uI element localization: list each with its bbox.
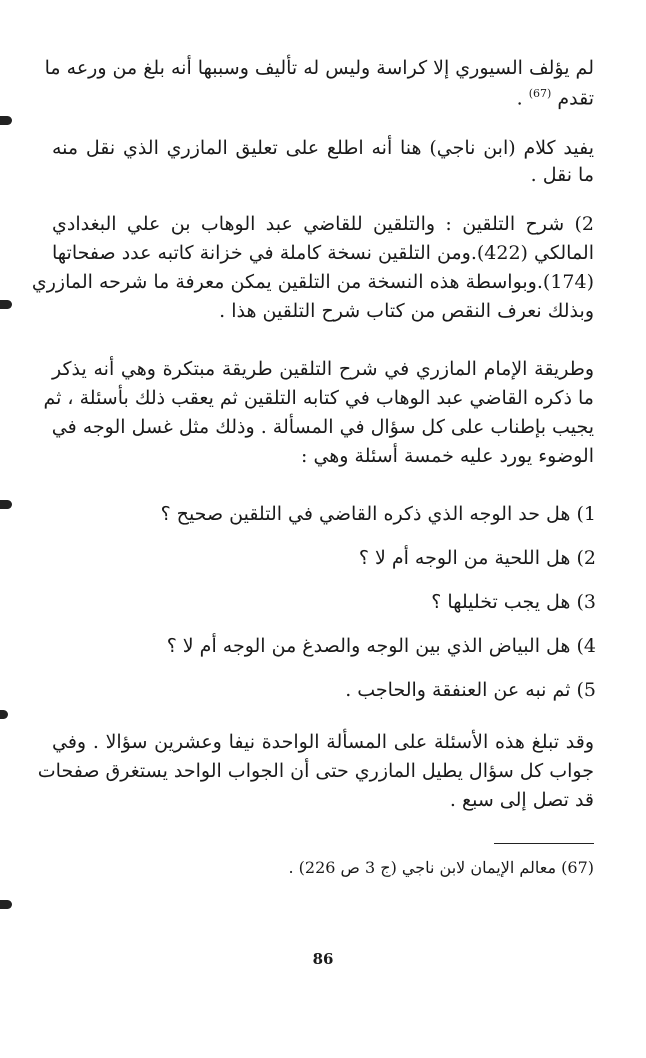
body-line: وبذلك نعرف النقص من كتاب شرح التلقين هذا . [219,300,594,322]
scan-mark [0,300,12,309]
scan-mark [0,116,12,125]
body-text: . [516,87,523,110]
list-item: 3) هل يجب تخليلها ؟ [431,591,596,613]
scan-mark [0,500,12,509]
body-line: جواب كل سؤال يطيل المازري حتى أن الجواب الواحد يستغرق صفحات [37,760,594,782]
footnote-rule [494,843,594,844]
list-item: 2) هل اللحية من الوجه أم لا ؟ [358,547,596,569]
scan-mark [0,900,12,909]
body-line: المالكي (422).ومن التلقين نسخة كاملة في خزانة كاتبه عدد صفحاتها [52,242,594,264]
body-line: (174).وبواسطة هذه النسخة من التلقين يمكن معرفة ما شرحه المازري [31,271,594,293]
body-line: ما نقل . [530,164,594,186]
scan-mark [0,710,8,719]
body-line: يفيد كلام (ابن ناجي) هنا أنه اطلع على تعليق المازري الذي نقل منه [52,137,594,159]
body-line: 2) شرح التلقين : والتلقين للقاضي عبد الوهاب بن علي البغدادي [52,213,594,235]
list-item: 4) هل البياض الذي بين الوجه والصدغ من الوجه أم لا ؟ [166,635,596,657]
body-line: يجيب بإطناب على كل سؤال في المسألة . وذلك مثل غسل الوجه في [51,416,594,438]
body-text: تقدم [557,87,594,110]
body-line: لم يؤلف السيوري إلا كراسة وليس له تأليف وسببها أنه بلغ من ورعه ما [44,57,594,79]
list-item: 1) هل حد الوجه الذي ذكره القاضي في التلقين صحيح ؟ [160,503,596,525]
body-line: ما ذكره القاضي عبد الوهاب في كتابه التلقين ثم يعقب ذلك بأسئلة ، ثم [43,387,594,409]
page-number: 86 [312,950,334,968]
body-line: الوضوء يورد عليه خمسة أسئلة وهي : [301,445,594,467]
footnote-ref: (67) [528,87,552,100]
footnote: (67) معالم الإيمان لابن ناجي (ج 3 ص 226) . [288,858,594,877]
body-line: وقد تبلغ هذه الأسئلة على المسألة الواحدة نيفا وعشرين سؤالا . وفي [52,731,594,753]
body-line [517,82,594,110]
list-item: 5) ثم نبه عن العنفقة والحاجب . [345,679,596,701]
body-line: وطريقة الإمام المازري في شرح التلقين طريقة مبتكرة وهي أنه يذكر [52,358,594,380]
body-line: قد تصل إلى سبع . [449,789,594,811]
